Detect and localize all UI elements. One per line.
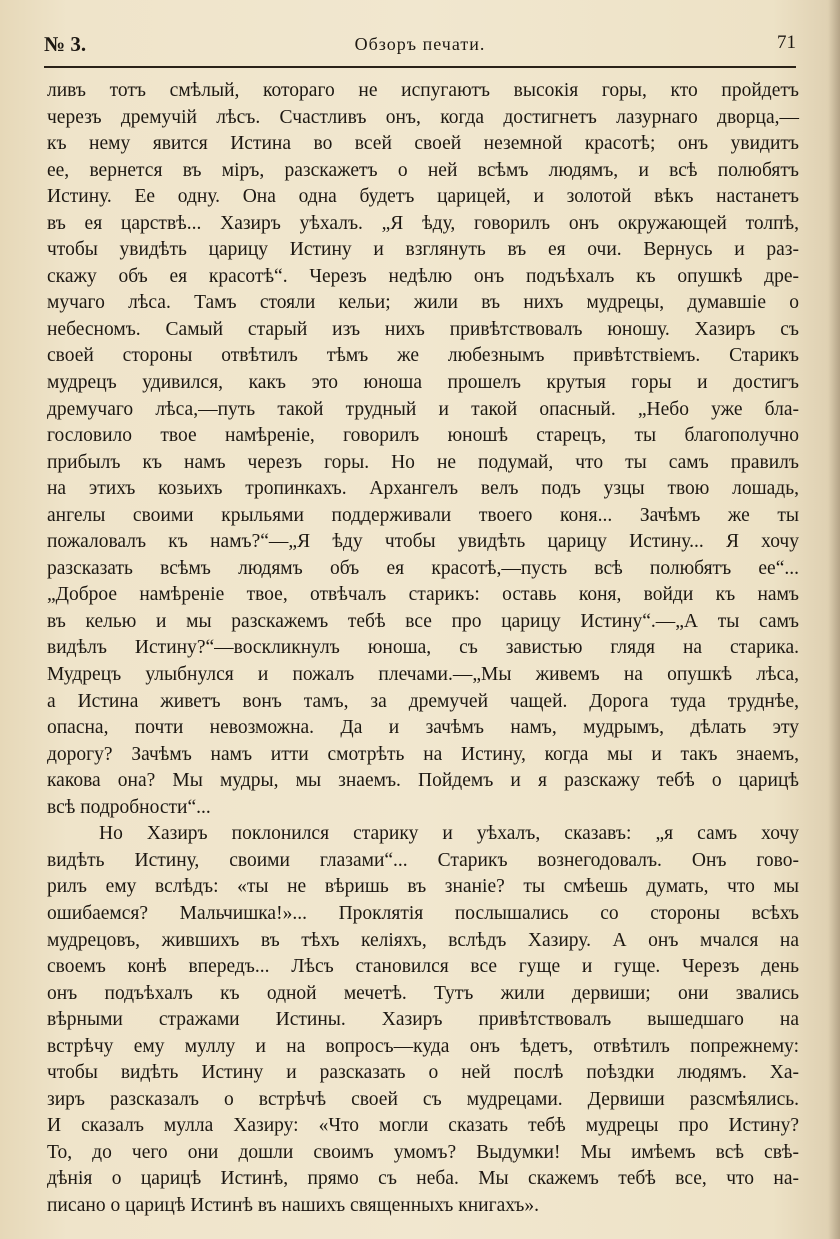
text-line: вѣрными стражами Истины. Хазиръ привѣтствовалъ вышедшаго на (47, 1009, 799, 1031)
text-line: въ ея царствѣ... Хазиръ уѣхалъ. „Я ѣду, говорилъ онъ окружающей толпѣ, (47, 212, 799, 234)
text-line: зиръ разсказалъ о встрѣчѣ своей съ мудрецами. Дервиши разсмѣялись. (47, 1088, 799, 1110)
text-line: То, до чего они дошли своимъ умомъ? Выдумки! Мы имѣемъ всѣ свѣ- (47, 1141, 799, 1163)
text-line: въ келью и мы разскажемъ тебѣ все про царицу Истину“.—„А ты самъ (47, 610, 799, 632)
text-body (47, 78, 799, 1220)
text-line: мудрецовъ, жившихъ въ тѣхъ келіяхъ, вслѣдъ Хазиру. А онъ мчался на (47, 929, 799, 951)
issue-number: № 3. (44, 32, 87, 56)
text-line: ангелы своими крыльями поддерживали твоего коня... Зачѣмъ же ты (47, 504, 799, 526)
text-line: на этихъ козьихъ тропинкахъ. Архангелъ велъ подъ узцы твою лошадь, (47, 478, 799, 500)
text-line: своемъ конѣ впередъ... Лѣсъ становился все гуще и гуще. Черезъ день (47, 956, 799, 978)
text-line: Мудрецъ улыбнулся и пожалъ плечами.—„Мы живемъ на опушкѣ лѣса, (47, 664, 799, 686)
text-line: разсказать всѣмъ людямъ объ ея красотѣ,—пусть всѣ полюбятъ ее“... (47, 557, 799, 579)
text-line: встрѣчу ему муллу и на вопросъ—куда онъ ѣдетъ, отвѣтилъ попрежнему: (47, 1035, 799, 1057)
text-line: Но Хазиръ поклонился старику и уѣхалъ, сказавъ: „я самъ хочу (99, 823, 799, 845)
text-line: какова она? Мы мудры, мы знаемъ. Пойдемъ и я разскажу тебѣ о царицѣ (47, 770, 799, 792)
text-line: онъ подъѣхалъ къ одной мечетѣ. Тутъ жили дервиши; они звались (47, 982, 799, 1004)
header-rule (44, 66, 796, 68)
text-line: видѣть Истину, своими глазами“... Старикъ вознегодовалъ. Онъ гово- (47, 849, 799, 871)
text-line: рилъ ему вслѣдъ: «ты не вѣришь въ знаніе? ты смѣешь думать, что мы (47, 876, 799, 898)
text-line: гословило твое намѣреніе, говорилъ юношѣ старецъ, ты благополучно (47, 425, 799, 447)
text-line: ливъ тотъ смѣлый, котораго не испугаютъ высокія горы, кто пройдетъ (47, 80, 799, 101)
text-line: дѣнія о царицѣ Истинѣ, прямо съ неба. Мы скажемъ тебѣ все, что на- (47, 1168, 799, 1190)
text-line: черезъ дремучій лѣсъ. Счастливъ онъ, когда достигнетъ лазурнаго дворца,— (47, 106, 799, 128)
text-line: Истину. Ее одну. Она одна будетъ царицей, и золотой вѣкъ настанетъ (47, 186, 799, 208)
text-line: прибылъ къ намъ черезъ горы. Но не подумай, что ты самъ правилъ (47, 451, 799, 473)
text-line: чтобы видѣть Истину и разсказать о ней послѣ поѣздки людямъ. Ха- (47, 1062, 799, 1084)
page-number: 71 (777, 32, 796, 53)
running-header (44, 28, 796, 58)
text-line: видѣлъ Истину?“—воскликнулъ юноша, съ завистью глядя на старика. (47, 637, 799, 659)
text-line: скажу объ ея красотѣ“. Черезъ недѣлю онъ подъѣхалъ къ опушкѣ дре- (47, 265, 799, 287)
text-line: ее, вернется въ міръ, разскажетъ о ней всѣмъ людямъ, и всѣ полюбятъ (47, 159, 799, 181)
text-line: ошибаемся? Мальчишка!»... Проклятія послышались со стороны всѣхъ (47, 902, 799, 924)
text-line: писано о царицѣ Истинѣ въ нашихъ священныхъ книгахъ». (47, 1194, 539, 1216)
text-line: „Доброе намѣреніе твое, отвѣчалъ старикъ: оставь коня, войди къ намъ (47, 584, 799, 606)
text-line: опасна, почти невозможна. Да и зачѣмъ намъ, мудрымъ, дѣлать эту (47, 717, 799, 739)
text-line: И сказалъ мулла Хазиру: «Что могли сказать тебѣ мудрецы про Истину? (47, 1115, 799, 1137)
page-edge-shadow (828, 0, 840, 1239)
text-line: своей стороны отвѣтилъ тѣмъ же любезнымъ привѣтствіемъ. Старикъ (47, 345, 799, 367)
text-line: всѣ подробности“... (47, 796, 211, 818)
text-line: чтобы увидѣть царицу Истину и взглянуть въ ея очи. Вернусь и раз- (47, 239, 799, 261)
text-line: пожаловалъ къ намъ?“—„Я ѣду чтобы увидѣть царицу Истину... Я хочу (47, 531, 799, 553)
text-line: мучаго лѣса. Тамъ стояли кельи; жили въ нихъ мудрецы, думавшіе о (47, 292, 799, 314)
text-line: небесномъ. Самый старый изъ нихъ привѣтствовалъ юношу. Хазиръ съ (47, 318, 799, 340)
text-line: дорогу? Зачѣмъ намъ итти смотрѣть на Истину, когда мы и такъ знаемъ, (47, 743, 799, 765)
text-line: мудрецъ удивился, какъ это юноша прошелъ крутыя горы и достигъ (47, 372, 799, 394)
text-line: къ нему явится Истина во всей своей неземной красотѣ; онъ увидитъ (47, 133, 799, 155)
text-line: а Истина живетъ вонъ тамъ, за дремучей чащей. Дорога туда труднѣе, (47, 690, 799, 712)
text-line: дремучаго лѣса,—путь такой трудный и такой опасный. „Небо уже бла- (47, 398, 799, 420)
section-title: Обзоръ печати. (354, 34, 486, 54)
